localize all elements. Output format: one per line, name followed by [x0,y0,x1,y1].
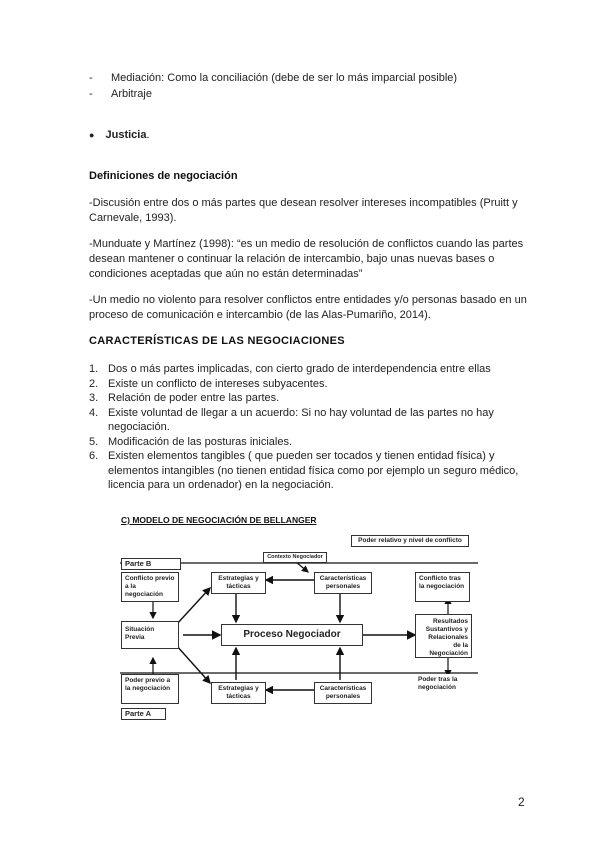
bullet-suffix: . [146,129,150,141]
list-text: Existe voluntad de llegar a un acuerdo: Si no hay voluntad de las partes no hay negociación. [108,406,494,433]
box-proceso-negociador: Proceso Negociador [221,624,363,646]
box-poder-previo: Poder previo a la negociación [121,674,179,704]
box-estrategias-bottom: Estrategias y tácticas [211,682,266,704]
box-contexto: Contexto Negociador [263,552,327,563]
list-text: Arbitraje [111,88,152,100]
definition-paragraph-2: -Munduate y Martínez (1998): “es un medio de resolución de conflictos cuando las partes desean mantener o continuar la relación de intercambio, bajo unas nuevas bases o condiciones aceptadas que aún no están determinadas” [89,238,524,280]
box-conflicto-previo: Conflicto previo a la negociación [121,572,179,602]
list-item [89,406,539,435]
list-text: Mediación: Como la conciliación (debe de ser lo más imparcial posible) [111,72,458,84]
definitions-heading: Definiciones de negociación [89,170,238,182]
bullet-justicia [89,128,150,143]
list-dash: - [89,72,93,84]
list-text: Dos o más partes implicadas, con cierto grado de interdependencia entre ellas [108,363,491,375]
definition-paragraph-3: -Un medio no violento para resolver conflictos entre entidades y/o personas basado en un proceso de comunicación e intercambio (de las Alas-Pumariño, 2014). [89,294,527,321]
box-resultados: Resultados Sustantivos y Relacionales de la Negociación [415,614,472,658]
definition-paragraph-1: -Discusión entre dos o más partes que desean resolver intereses incompatibles (Pruitt y Carnevale, 1993). [89,197,518,224]
list-number: 4. [89,406,99,419]
list-item [89,377,539,392]
box-situacion-previa: Situación Previa [121,621,179,649]
characteristics-heading: CARACTERÍSTICAS DE LAS NEGOCIACIONES [89,335,345,347]
box-poder-relativo: Poder relativo y nivel de conflicto [351,535,469,547]
list-number: 5. [89,435,99,448]
list-item [89,391,539,406]
box-poder-tras: Poder tras la negociación [415,674,470,704]
list-number: 2. [89,377,99,390]
bullet-icon: ● [89,130,95,140]
box-parte-a: Parte A [121,708,166,720]
bullet-label: Justicia [105,129,147,141]
list-number: 1. [89,363,99,375]
list-dash: - [89,88,93,100]
box-caracteristicas-bottom: Características personales [314,682,372,704]
box-parte-b: Parte B [121,558,181,570]
arrow-situacion-estrategias-bottom [176,645,210,683]
list-number: 6. [89,450,99,462]
list-text: Existen elementos tangibles ( que pueden ser tocados y tienen entidad física) y elementos intangibles (no tienen entidad física como por ejemplo un seguro médico, licencia para un ordenador) en la negociación. [108,450,519,491]
list-item [89,435,539,450]
box-caracteristicas-top: Características personales [314,572,372,594]
list-number: 3. [89,392,99,404]
box-estrategias-top: Estrategias y tácticas [211,572,266,594]
box-conflicto-tras: Conflicto tras la negociación [415,572,470,602]
list-text: Modificación de las posturas iniciales. [108,435,293,448]
list-text: Relación de poder entre las partes. [108,392,280,404]
list-item [89,362,539,377]
arrow-situacion-estrategias-top [176,588,210,625]
list-text: Existe un conflicto de intereses subyacentes. [108,377,328,390]
characteristics-list [89,362,539,493]
figure-title: C) MODELO DE NEGOCIACIÓN DE BELLANGER [121,515,317,525]
bellanger-diagram [118,530,480,726]
list-item [89,449,539,493]
page-number: 2 [518,795,525,809]
